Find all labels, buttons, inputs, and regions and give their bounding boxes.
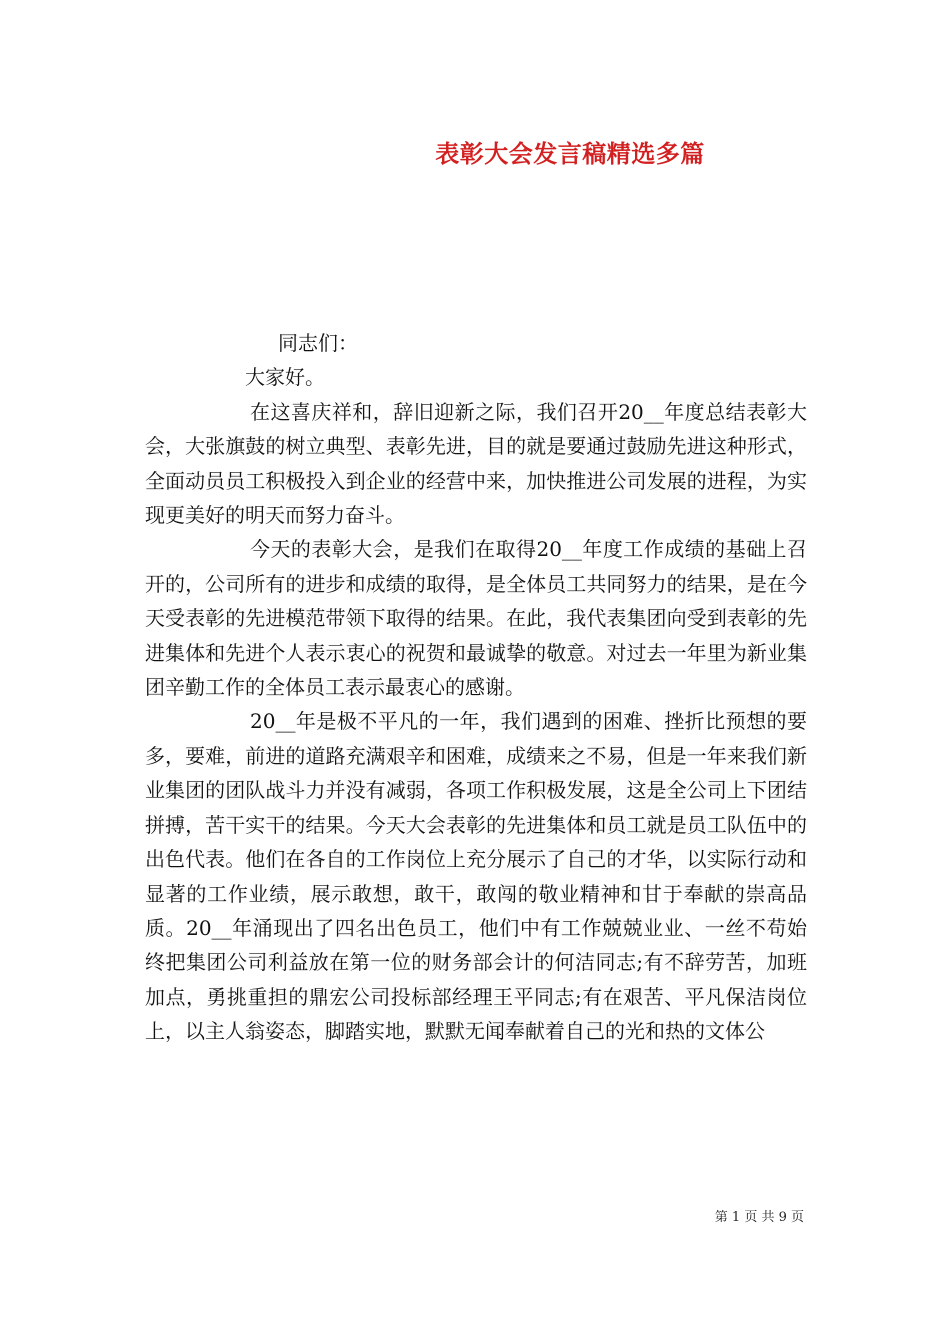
document-body xyxy=(145,326,807,1049)
salutation: 同志们： xyxy=(278,331,358,355)
paragraph: 今天的表彰大会，是我们在取得20__年度工作成绩的基础上召开的，公司所有的进步和成绩的取得，是全体员工共同努力的结果，是在今天受表彰的先进模范带领下取得的结果。在此，我代表集团向受到表彰的先进集体和先进个人表示衷心的祝贺和最诚挚的敬意。对过去一年里为新业集团辛勤工作的全体员工表示最衷心的感谢。 xyxy=(145,537,807,700)
paragraph: 在这喜庆祥和，辞旧迎新之际，我们召开20__年度总结表彰大会，大张旗鼓的树立典型、表彰先进，目的就是要通过鼓励先进这种形式，全面动员员工积极投入到企业的经营中来，加快推进公司发展的进程，为实现更美好的明天而努力奋斗。 xyxy=(145,399,807,528)
page-number: 第 1 页 共 9 页 xyxy=(714,1210,804,1225)
document-title: 表彰大会发言稿精选多篇 xyxy=(435,139,705,168)
greeting: 大家好。 xyxy=(245,365,325,390)
paragraph: 20__年是极不平凡的一年，我们遇到的困难、挫折比预想的要多，要难，前进的道路充满艰辛和困难，成绩来之不易，但是一年来我们新业集团的团队战斗力并没有减弱，各项工作积极发展，这是全公司上下团结拼搏，苦干实干的结果。今天大会表彰的先进集体和员工就是员工队伍中的出色代表。他们在各自的工作岗位上充分展示了自己的才华，以实际行动和显著的工作业绩，展示敢想，敢干，敢闯的敬业精神和甘于奉献的崇高品质。20__年涌现出了四名出色员工，他们中有工作兢兢业业、一丝不苟始终把集团公司利益放在第一位的财务部会计的何洁同志;有不辞劳苦，加班加点，勇挑重担的鼎宏公司投标部经理王平同志;有在艰苦、平凡保洁岗位上，以主人翁姿态，脚踏实地，默默无闻奉献着自己的光和热的文体公 xyxy=(145,709,807,1044)
